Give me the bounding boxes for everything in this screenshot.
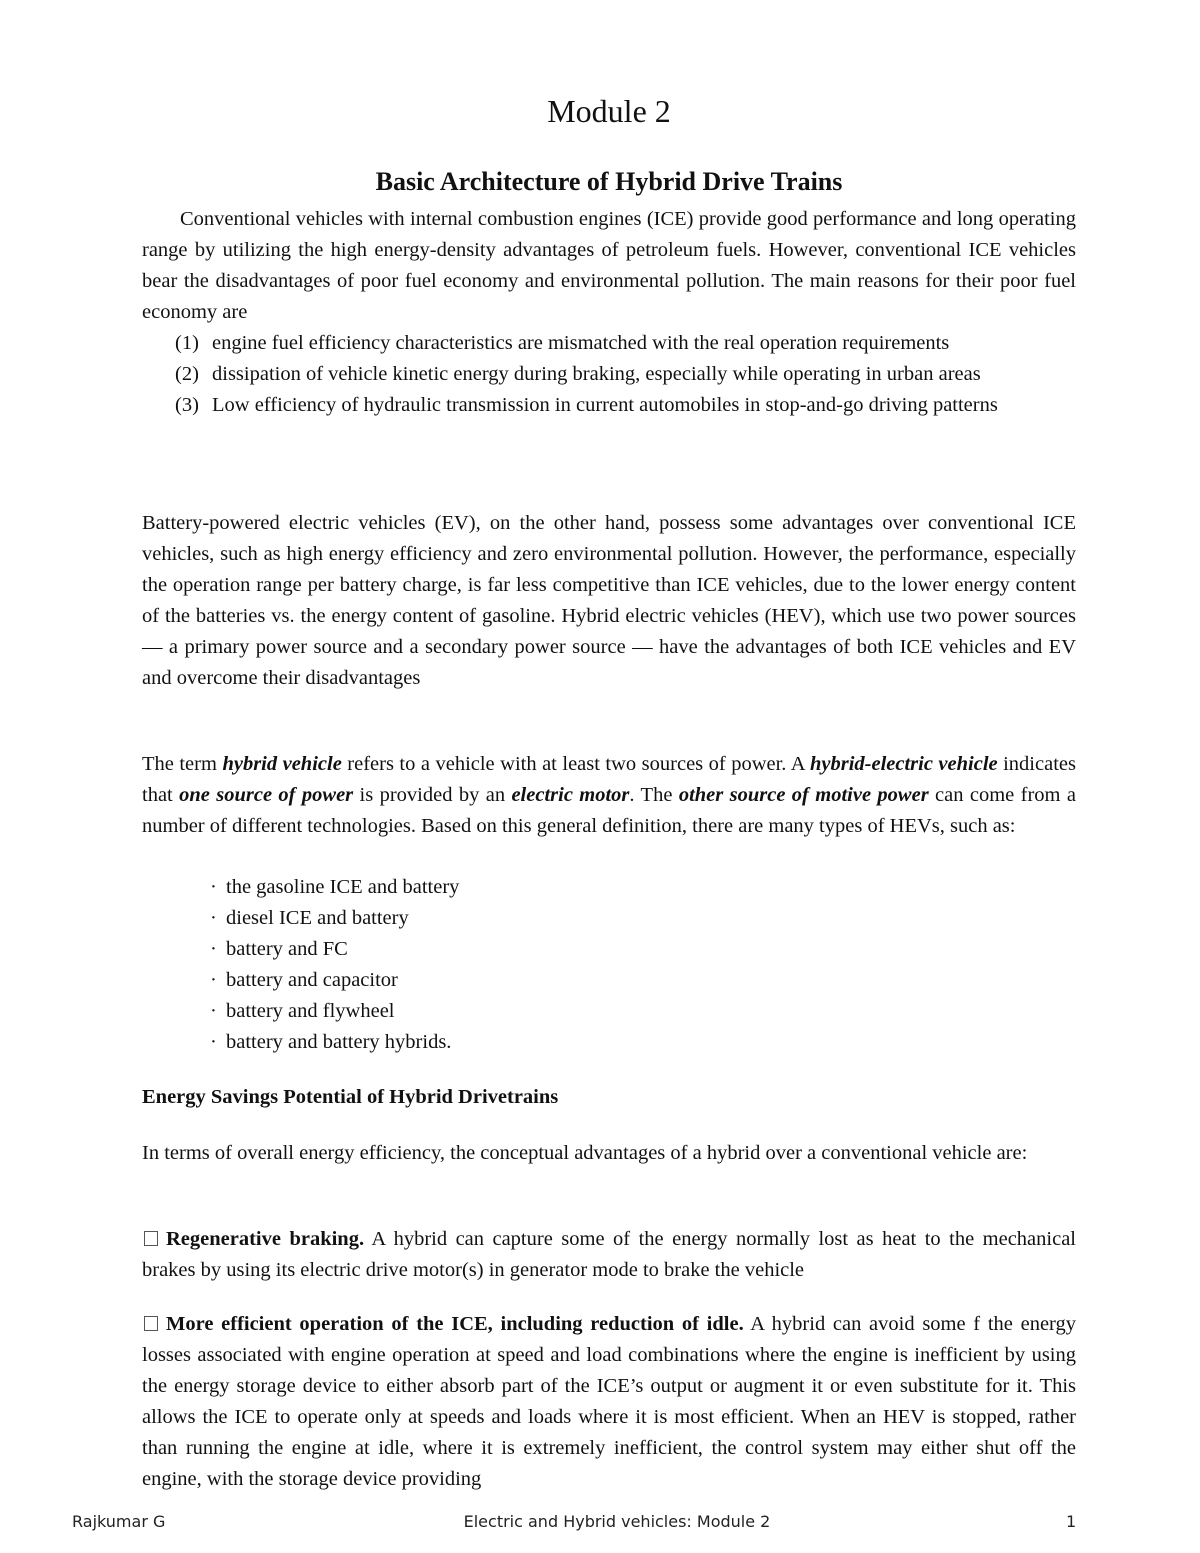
bullet-icon: · <box>210 938 217 960</box>
emphasis-other-source: other source of motive power <box>678 784 929 806</box>
advantage-efficient-ice <box>142 1309 1076 1495</box>
bullet-icon: · <box>210 876 217 898</box>
bullet-icon: · <box>210 969 217 991</box>
text-run: The term <box>142 753 223 775</box>
text-run: is provided by an <box>353 784 512 806</box>
list-item <box>210 934 459 965</box>
checkbox-icon <box>144 1231 158 1246</box>
list-number: (2) <box>175 363 199 385</box>
list-item-text: the gasoline ICE and battery <box>226 876 460 898</box>
footer-course: Electric and Hybrid vehicles: Module 2 <box>463 1512 771 1531</box>
emphasis-one-source-of-power: one source of power <box>179 784 354 806</box>
emphasis-hybrid-vehicle: hybrid vehicle <box>222 753 342 775</box>
footer-page-number: 1 <box>1066 1512 1077 1531</box>
advantage-text: A hybrid can capture some of the energy normally lost as heat to the mechanical brakes by using its electric drive motor(s) in generator mode to brake the vehicle <box>142 1228 1076 1281</box>
page-subtitle: Basic Architecture of Hybrid Drive Trains <box>375 166 843 196</box>
list-item-text: battery and FC <box>226 938 348 960</box>
list-item-text: dissipation of vehicle kinetic energy during braking, especially while operating in urban areas <box>212 363 981 385</box>
list-item-text: diesel ICE and battery <box>226 907 409 929</box>
list-number: (3) <box>175 394 199 416</box>
list-item-text: Low efficiency of hydraulic transmission in current automobiles in stop-and-go driving patterns <box>212 394 998 416</box>
bullet-icon: · <box>210 1031 217 1053</box>
list-number: (1) <box>175 332 199 354</box>
advantage-regenerative-braking <box>142 1224 1076 1286</box>
list-item <box>142 328 1076 359</box>
checkbox-icon <box>144 1316 158 1331</box>
list-item <box>142 359 1076 390</box>
energy-intro-paragraph: In terms of overall energy efficiency, the conceptual advantages of a hybrid over a conventional vehicle are: <box>142 1142 1028 1164</box>
list-item <box>210 965 459 996</box>
advantage-title: Regenerative braking. <box>166 1228 365 1250</box>
bullet-icon: · <box>210 907 217 929</box>
emphasis-hybrid-electric-vehicle: hybrid-electric vehicle <box>809 753 998 775</box>
ev-paragraph: Battery-powered electric vehicles (EV), on the other hand, possess some advantages over conventional ICE vehicles, such as high energy efficiency and zero environmental pollution. However, the performance, especially the operation range per battery charge, is far less competitive than ICE vehicles, due to the lower energy content of the batteries vs. the energy content of gasoline. Hybrid electric vehicles (HEV), which use two power sources — a primary power source and a secondary power source — have the advantages of both ICE vehicles and EV and overcome their disadvantages <box>142 512 1076 689</box>
list-item-text: battery and capacitor <box>226 969 398 991</box>
text-run: indicates that <box>142 753 1076 806</box>
text-run: refers to a vehicle with at least two sources of power. A <box>341 753 810 775</box>
emphasis-electric-motor: electric motor <box>511 784 630 806</box>
text-run: can come from a number of different technologies. Based on this general definition, there are many types of HEVs, such as: <box>142 784 1076 837</box>
bullet-icon: · <box>210 1000 217 1022</box>
list-item-text: battery and flywheel <box>226 1000 395 1022</box>
page-title: Module 2 <box>547 93 671 130</box>
list-item <box>210 903 459 934</box>
hybrid-term-paragraph <box>142 749 1076 842</box>
reasons-list <box>142 328 1076 421</box>
list-item <box>210 996 459 1027</box>
intro-paragraph: Conventional vehicles with internal combustion engines (ICE) provide good performance and long operating range by utilizing the high energy-density advantages of petroleum fuels. However, conventional ICE vehicles bear the disadvantages of poor fuel economy and environmental pollution. The main reasons for their poor fuel economy are <box>142 208 1076 323</box>
list-item <box>210 872 459 903</box>
list-item <box>210 1027 459 1058</box>
text-run: . The <box>629 784 679 806</box>
list-item <box>142 390 1076 421</box>
footer-author: Rajkumar G <box>72 1512 166 1531</box>
list-item-text: engine fuel efficiency characteristics are mismatched with the real operation requirements <box>212 332 950 354</box>
hev-types-list <box>210 872 459 1058</box>
page-footer <box>0 1506 1200 1530</box>
list-item-text: battery and battery hybrids. <box>226 1031 452 1053</box>
advantage-title: More efficient operation of the ICE, including reduction of idle. <box>166 1313 744 1335</box>
advantage-text: A hybrid can avoid some f the energy losses associated with engine operation at speed and load combinations where the engine is inefficient by using the energy storage device to either absorb part of the ICE’s output or augment it or even substitute for it. This allows the ICE to operate only at speeds and loads where it is most efficient. When an HEV is stopped, rather than running the engine at idle, where it is extremely inefficient, the control system may either shut off the engine, with the storage device providing <box>142 1313 1076 1490</box>
section-heading: Energy Savings Potential of Hybrid Drivetrains <box>142 1086 559 1108</box>
